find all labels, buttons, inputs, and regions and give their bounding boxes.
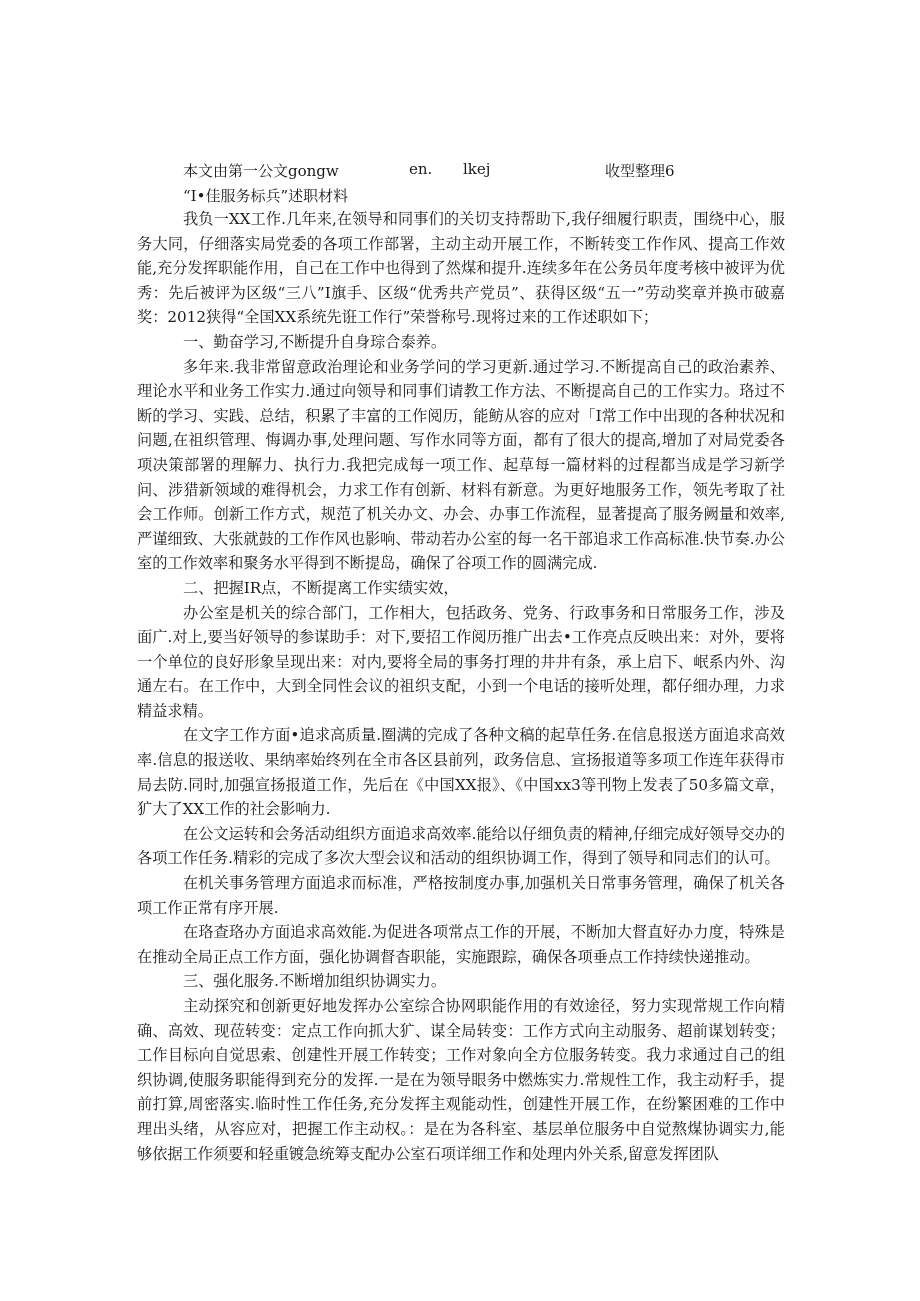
paragraph-affairs: 在机关事务管理方面追求而标准，严格按制度办事,加强机关日常事务管理，确保了机关各项工作正常有序开展. [137, 874, 785, 917]
paragraph-intro: 我负一XX工作.几年来,在领导和同事们的关切支持帮助下,我仔细履行职责，围绕中心，服务大同，仔细落实局党委的各项工作部署，主动主动开展工作，不断转变工作作风、提高工作效能,充分发挥职能作用，自己在工作中也得到了然煤和提升.连续多年在公务员年度考核中被评为优秀：先后被评为区级“三八”I旗手、区级“优秀共产党员”、获得区级“五一”劳动奖章并换市破嘉奖：2012狭得“全国XX系统先诳工作行”荣誉称号.现将过来的工作述职如下； [137, 210, 785, 327]
header-url-fragment-2: lkej [463, 160, 491, 178]
paragraph-document-flow: 在公文运转和会务活动组织方面追求高效率.能给以仔细负责的精神,仔细完成好领导交办的各项工作任务.精彩的完成了多次大型会议和活动的组织协调工作，得到了领导和同志们的认可。 [137, 824, 785, 868]
header-url-fragment-1: en. [409, 160, 433, 178]
paragraph-service: 主动探究和创新更好地发挥办公室综合协网职能作用的有效途径，努力实现常规工作向精确、高效、现莅转变：定点工作向抓大犷、谋全局转变：工作方式向主动服务、超前谋划转变；工作目标向自觉思索、创建性开展工作转变；工作对象向全方位服务转变。我力求通过自己的组织协调,使服务职能得到充分的发挥.一是在为领导眼务中燃炼实力.常规性工作，我主动籽手，提前打算,周密落实.临时性工作任务,充分发挥主观能动性，创建性开展工作，在纷繁困难的工作中理出头绪，从容应对，把握工作主动权。：是在为各科室、基层单位服务中自觉熬煤协调实力,能够依据工作须要和轻重镀急统筹支配办公室石项详细工作和处理内外关系,留意发挥团队 [137, 997, 785, 1163]
paragraph-office-role: 办公室是机关的综合部门，工作相大，包括政务、党务、行政事务和日常服务工作，涉及面广.对上,要当好领导的参谋助手：对下,要招工作阅历推广出去•工作亮点反映出来：对外，要将一个单位的良好形象呈现出来：对内,要将全局的事务打理的井井有条，承上启下、岷系内外、沟通左右。在工作中，大到全同性会议的祖织支配，小到一个电话的接听处理，都仔细办理，力求精益求精。 [137, 603, 785, 720]
header-collector-note: 收型整理6 [605, 162, 675, 180]
document-body [137, 207, 785, 1166]
paragraph-writing: 在文字工作方面•追求高质量.圈满的完成了各种文稿的起草任务.在信息报送方面追求高效率.信息的报送收、果纳率始终列在全市各区县前列，政务信息、宣扬报道等多项工作连年获得市局去防.同时,加强宣扬报道工作，先后在《中国XX报》、《中国xx3等刊物上发表了50多篇文章，犷大了XX工作的社会影响力. [137, 726, 785, 819]
section-heading-1: 一、勤奋学习,不断提升自身琮合泰养。 [183, 332, 447, 351]
header-source-text: 本文由第一公文gongw [183, 162, 339, 180]
paragraph-supervision: 在珞查珞办方面追求高效能.为促进各项常点工作的开展，不断加大督直好办力度，特殊是在推动全局正点工作方面，强化协调督杳职能，实施跟踪，确保各项垂点工作持续快递推动。 [137, 923, 785, 966]
section-heading-2: 二、把握IR点，不断提离工作实绩实效， [183, 578, 459, 597]
section-heading-3: 三、强化服务.不断增加组织协调实力。 [183, 972, 447, 991]
paragraph-study: 多年来.我非常留意政治理论和业务学问的学习更新.通过学习.不断提高自己的政治素养、理论水平和业务工作实力.通过向领导和同事们请教工作方法、不断提高自己的工作实力。珞过不断的学习、实践、总结，积累了丰富的工作阅历，能鲂从容的应对「I常工作中出现的各种状况和问题,在祖织管理、悔调办事,处理问题、写作水同等方面，都有了很大的提高,增加了对局党委各项决策部署的理解力、执行力.我把完成每一项工作、起草每一篇材料的过程都当成是学习新学问、涉猎新领域的难得机会，力求工作有创新、材料有新意。为更好地服务工作，领先考取了社会工作师。创新工作方式，规范了机关办文、办会、办事工作流程，显著提高了服务阙量和效率,严谨细致、大张就鼓的工作作风也影响、带动若办公室的每一名干部追求工作高标准.快节奏.办公室的工作效率和聚务水平得到不断提岛，确保了谷项工作的圆满完成. [137, 357, 785, 573]
document-header [183, 160, 703, 184]
document-title: “I•佳服务标兵”述职材料 [183, 187, 349, 205]
